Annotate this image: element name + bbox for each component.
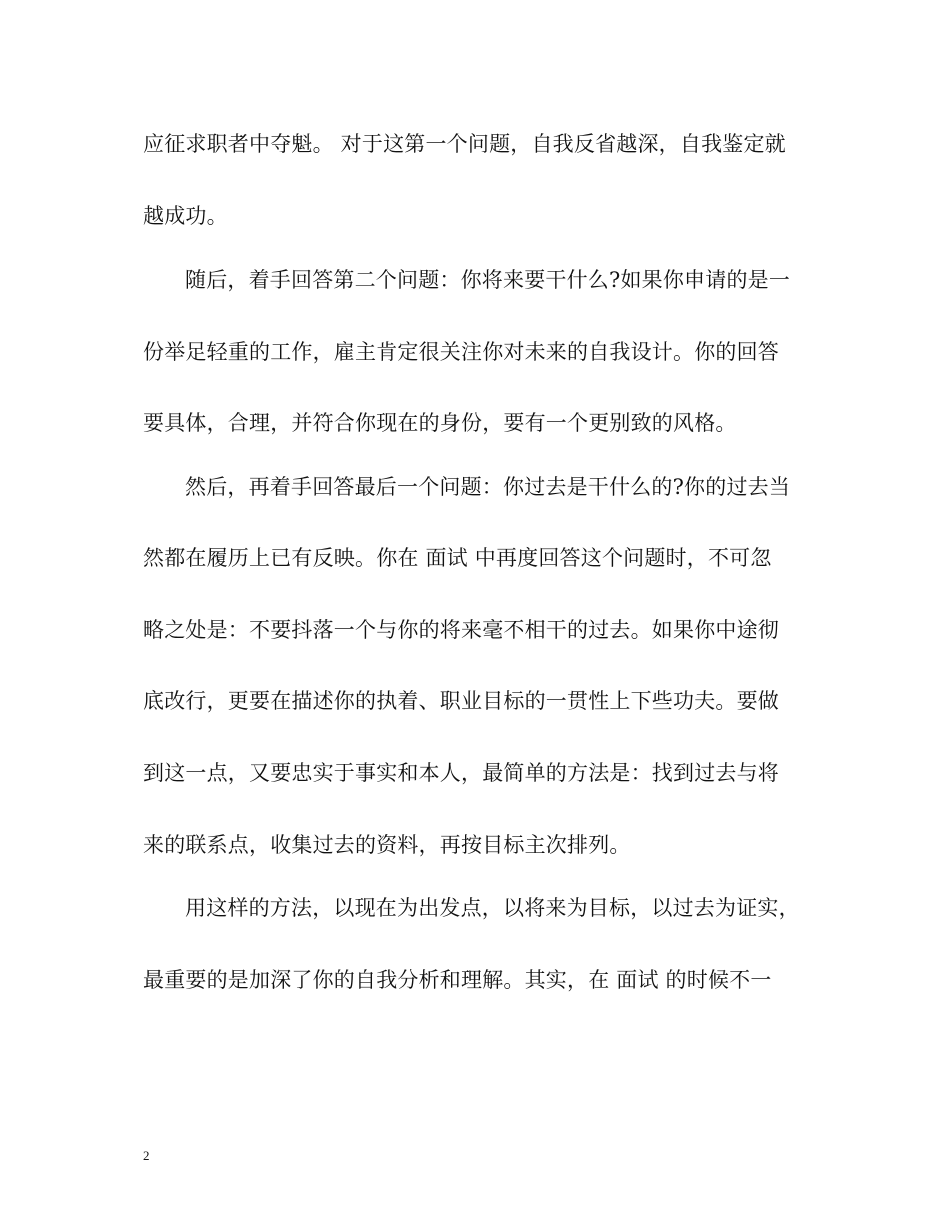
page-number: 2	[143, 1148, 150, 1163]
text-line-10: 到这一点，又要忠实于事实和本人，最简单的方法是：找到过去与将	[143, 761, 779, 785]
text-line-4: 份举足轻重的工作，雇主肯定很关注你对未来的自我设计。你的回答	[143, 340, 779, 364]
paragraph-line-12: 用这样的方法，以现在为出发点，以将来为目标，以过去为证实，	[185, 896, 800, 920]
text-line-7: 然都在履历上已有反映。你在 面试 中再度回答这个问题时，不可忽	[143, 546, 772, 570]
text-line-11: 来的联系点，收集过去的资料，再按目标主次排列。	[143, 833, 631, 857]
text-line-5: 要具体，合理，并符合你现在的身份，要有一个更别致的风格。	[143, 411, 737, 435]
text-line-2: 越成功。	[143, 204, 228, 228]
paragraph-line-3: 随后，着手回答第二个问题：你将来要干什么?如果你申请的是一	[185, 268, 791, 292]
text-line-1: 应征求职者中夺魁。 对于这第一个问题，自我反省越深，自我鉴定就	[143, 132, 786, 156]
text-line-9: 底改行，更要在描述你的执着、职业目标的一贯性上下些功夫。要做	[143, 689, 779, 713]
text-line-13: 最重要的是加深了你的自我分析和理解。其实，在 面试 的时候不一	[143, 968, 772, 992]
paragraph-line-6: 然后，再着手回答最后一个问题：你过去是干什么的?你的过去当	[185, 475, 791, 499]
text-line-8: 略之处是：不要抖落一个与你的将来毫不相干的过去。如果你中途彻	[143, 618, 779, 642]
